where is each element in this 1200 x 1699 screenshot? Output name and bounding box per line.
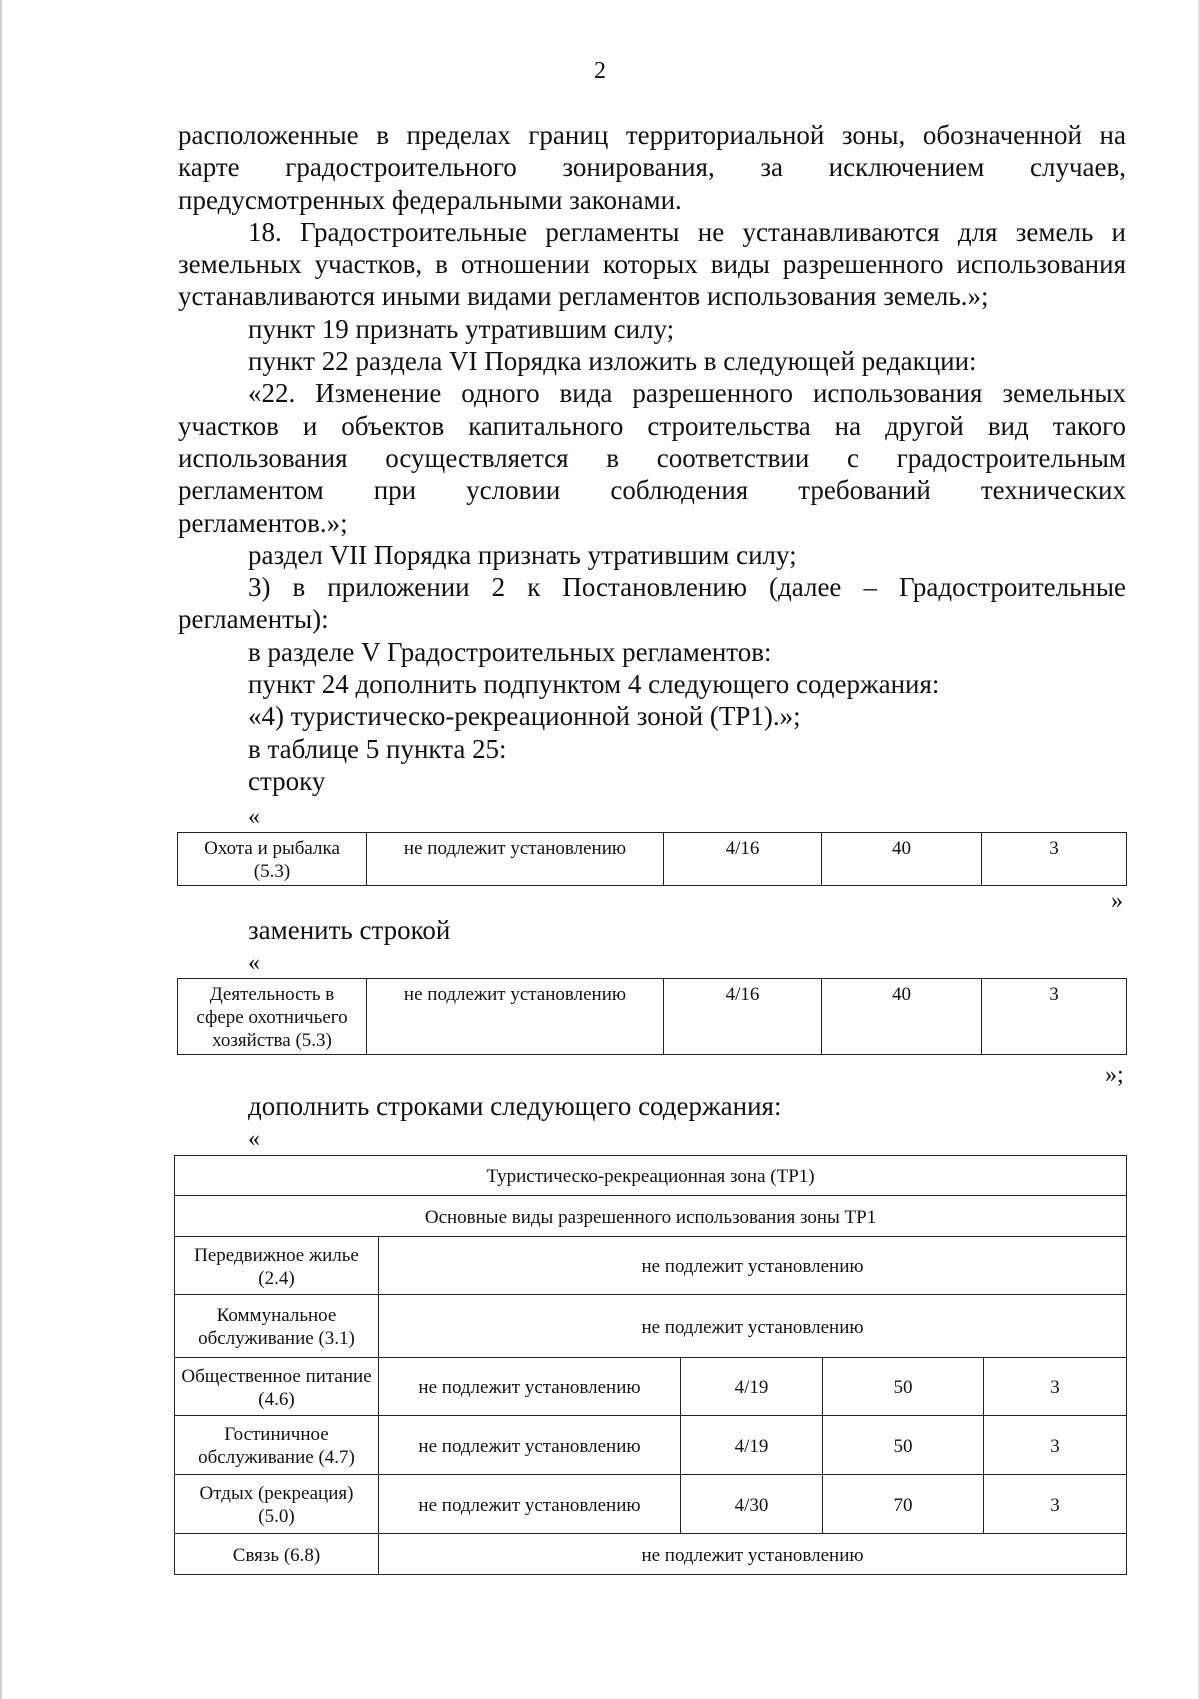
page-edge-left: [0, 0, 3, 1699]
zone-subtitle: Основные виды разрешенного использования зоны ТР1: [175, 1196, 1127, 1237]
paragraph-line: карте градостроительного зонирования, за исключением случаев,: [178, 152, 1126, 183]
zone-title: Туристическо-рекреационная зона (ТР1): [175, 1156, 1127, 1196]
open-quote: «: [248, 1126, 260, 1152]
table-row: [175, 1475, 1127, 1534]
paragraph-line: 3) в приложении 2 к Постановлению (далее – Градостроительные: [248, 572, 1126, 603]
table-cell: 3: [984, 1416, 1127, 1475]
table-row: [178, 979, 1127, 1055]
paragraph-line: пункт 19 признать утратившим силу;: [248, 313, 675, 344]
open-quote: «: [248, 950, 260, 976]
table-cell: не подлежит установлению: [379, 1416, 681, 1475]
open-quote: «: [248, 804, 260, 830]
table-cell: не подлежит установлению: [367, 833, 664, 886]
added-rows-table: [174, 1155, 1127, 1575]
paragraph-line: участков и объектов капитального строительства на другой вид такого: [178, 410, 1126, 441]
table-cell: 50: [823, 1416, 984, 1475]
table-cell: 3: [982, 833, 1127, 886]
paragraph-line: регламентов.»;: [178, 507, 348, 538]
table-cell-name: Коммунальное обслуживание (3.1): [175, 1295, 379, 1358]
table-cell: 40: [822, 979, 982, 1055]
table-cell: не подлежит установлению: [367, 979, 664, 1055]
paragraph-line: в таблице 5 пункта 25:: [248, 733, 507, 764]
body-text-replace: [178, 914, 1126, 946]
table-cell: 4/30: [681, 1475, 823, 1534]
close-quote: »;: [1105, 1062, 1124, 1088]
paragraph-line: регламенты):: [178, 604, 329, 635]
table-cell: 50: [823, 1358, 984, 1416]
close-quote: »: [1111, 888, 1123, 914]
zone-title-row: [175, 1156, 1127, 1196]
page-number: 2: [594, 58, 606, 84]
table-cell: 4/16: [664, 979, 822, 1055]
table-row: [175, 1416, 1127, 1475]
table-cell-name: Гостиничное обслуживание (4.7): [175, 1416, 379, 1475]
paragraph-line: расположенные в пределах границ территориальной зоны, обозначенной на: [178, 120, 1126, 150]
paragraph-line: «4) туристическо-рекреационной зоной (ТР1).»;: [248, 701, 801, 732]
table-cell: 4/19: [681, 1416, 823, 1475]
table-cell: 3: [982, 979, 1127, 1055]
paragraph-line: 18. Градостроительные регламенты не устанавливаются для земель и: [248, 216, 1126, 247]
table-cell: 70: [823, 1475, 984, 1534]
table-cell: не подлежит установлению: [379, 1358, 681, 1416]
new-row-table: [177, 978, 1127, 1055]
table-row: [175, 1358, 1127, 1416]
paragraph-line: пункт 24 дополнить подпунктом 4 следующего содержания:: [248, 669, 940, 700]
table-cell-name: Передвижное жилье (2.4): [175, 1237, 379, 1295]
paragraph-line: земельных участков, в отношении которых виды разрешенного использования: [178, 249, 1126, 280]
table-cell: 4/16: [664, 833, 822, 886]
table-cell: не подлежит установлению: [379, 1475, 681, 1534]
paragraph-line: предусмотренных федеральными законами.: [178, 184, 682, 215]
paragraph-line: раздел VII Порядка признать утратившим силу;: [248, 539, 797, 570]
table-cell: 3: [984, 1475, 1127, 1534]
table-cell: 40: [822, 833, 982, 886]
paragraph-line: использования осуществляется в соответствии с градостроительным: [178, 442, 1126, 473]
table-row: [175, 1237, 1127, 1295]
table-cell-name: Деятельность в сфере охотничьего хозяйства (5.3): [178, 979, 367, 1055]
table-cell-name: Отдых (рекреация) (5.0): [175, 1475, 379, 1534]
body-text-add: [178, 1090, 1126, 1122]
paragraph-line: дополнить строками следующего содержания:: [248, 1091, 782, 1121]
paragraph-line: устанавливаются иными видами регламентов использования земель.»;: [178, 281, 989, 312]
table-row: [175, 1295, 1127, 1358]
table-cell: 3: [984, 1358, 1127, 1416]
table-row: [178, 833, 1127, 886]
table-cell-name: Охота и рыбалка (5.3): [178, 833, 367, 886]
table-cell-merged: не подлежит установлению: [379, 1534, 1127, 1575]
table-cell: 4/19: [681, 1358, 823, 1416]
zone-subtitle-row: [175, 1196, 1127, 1237]
table-cell-name: Общественное питание (4.6): [175, 1358, 379, 1416]
old-row-table: [177, 832, 1127, 886]
paragraph-line: регламентом при условии соблюдения требований технических: [178, 475, 1126, 506]
paragraph-line: заменить строкой: [248, 915, 451, 945]
paragraph-line: «22. Изменение одного вида разрешенного использования земельных: [248, 378, 1126, 409]
table-row: [175, 1534, 1127, 1575]
table-cell-name: Связь (6.8): [175, 1534, 379, 1575]
table-cell-merged: не подлежит установлению: [379, 1237, 1127, 1295]
body-text-top: [178, 119, 1126, 797]
paragraph-line: строку: [248, 765, 326, 796]
paragraph-line: пункт 22 раздела VI Порядка изложить в следующей редакции:: [248, 346, 977, 377]
table-cell-merged: не подлежит установлению: [379, 1295, 1127, 1358]
paragraph-line: в разделе V Градостроительных регламентов:: [248, 636, 772, 667]
